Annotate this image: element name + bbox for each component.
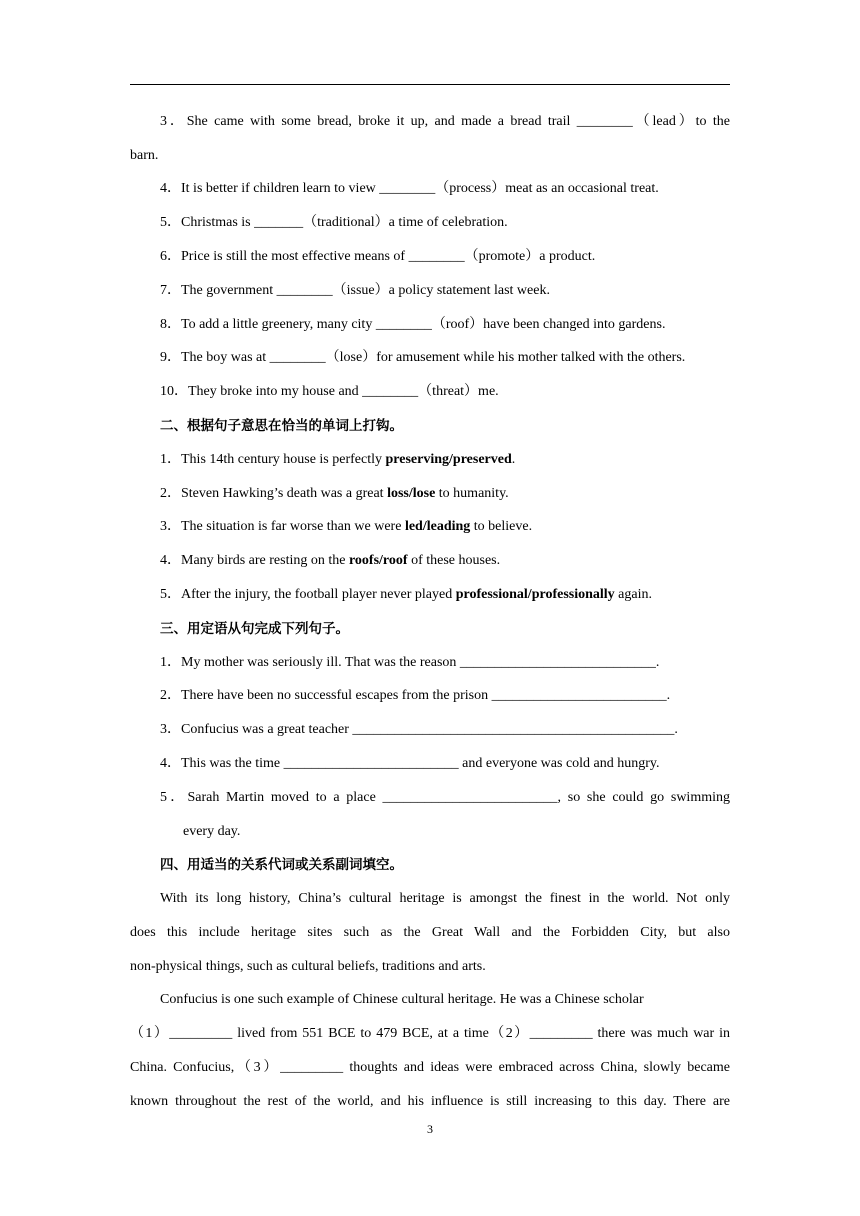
question-line: 8．To add a little greenery, many city ________（roof）have been changed into gardens. <box>160 317 666 332</box>
question-line: 3．She came with some bread, broke it up, and made a bread trail ________（lead）to the <box>160 114 730 129</box>
passage-line: Confucius is one such example of Chinese cultural heritage. He was a Chinese scholar <box>160 992 644 1007</box>
question-line: 2．There have been no successful escapes from the prison _________________________. <box>160 688 671 703</box>
question-line: 3．The situation is far worse than we were led/leading to believe. <box>160 519 533 534</box>
passage-line: non-physical things, such as cultural beliefs, traditions and arts. <box>130 959 486 974</box>
question-line: 9．The boy was at ________（lose）for amusement while his mother talked with the others. <box>160 350 686 365</box>
passage-line: China. Confucius,（3）_________ thoughts and ideas were embraced across China, slowly became <box>130 1060 730 1075</box>
section-heading: 三、用定语从句完成下列句子。 <box>160 621 349 637</box>
question-line: 6．Price is still the most effective means of ________（promote）a product. <box>160 249 596 264</box>
word-choice: professional/professionally <box>455 587 615 602</box>
header-rule <box>130 84 730 85</box>
question-line: 1．This 14th century house is perfectly preserving/preserved. <box>160 452 516 467</box>
word-choice: loss/lose <box>387 486 436 501</box>
word-choice: roofs/roof <box>348 553 408 568</box>
passage-line: known throughout the rest of the world, and his influence is still increasing to this day. There are <box>130 1094 730 1109</box>
question-line: 1．My mother was seriously ill. That was the reason ____________________________. <box>160 655 660 670</box>
passage-line: With its long history, China’s cultural heritage is amongst the finest in the world. Not only <box>160 891 730 906</box>
word-choice: led/leading <box>404 519 471 534</box>
page-number: 3 <box>427 1122 433 1136</box>
question-line: 7．The government ________（issue）a policy statement last week. <box>160 283 550 298</box>
question-line: 4．This was the time _________________________ and everyone was cold and hungry. <box>160 756 660 771</box>
question-line: 5．Sarah Martin moved to a place _________________________, so she could go swimming <box>160 790 730 805</box>
question-line: 10．They broke into my house and ________（threat）me. <box>160 384 499 399</box>
passage-line: （1）_________ lived from 551 BCE to 479 BCE, at a time（2）_________ there was much war in <box>130 1026 730 1041</box>
question-line: 5．Christmas is _______（traditional）a time of celebration. <box>160 215 508 230</box>
question-line: 4．Many birds are resting on the roofs/roof of these houses. <box>160 553 501 568</box>
section-heading: 二、根据句子意思在恰当的单词上打钩。 <box>160 418 403 434</box>
question-line: barn. <box>130 148 159 163</box>
word-choice: preserving/preserved <box>385 452 512 467</box>
section-heading: 四、用适当的关系代词或关系副词填空。 <box>160 857 403 873</box>
question-line: every day. <box>183 824 241 839</box>
question-line: 3．Confucius was a great teacher ______________________________________________. <box>160 722 678 737</box>
question-line: 5．After the injury, the football player never played professional/professionally again. <box>160 587 652 602</box>
question-line: 2．Steven Hawking’s death was a great loss/lose to humanity. <box>160 486 509 501</box>
question-line: 4．It is better if children learn to view ________（process）meat as an occasional treat. <box>160 181 659 196</box>
passage-line: does this include heritage sites such as the Great Wall and the Forbidden City, but also <box>130 925 730 940</box>
